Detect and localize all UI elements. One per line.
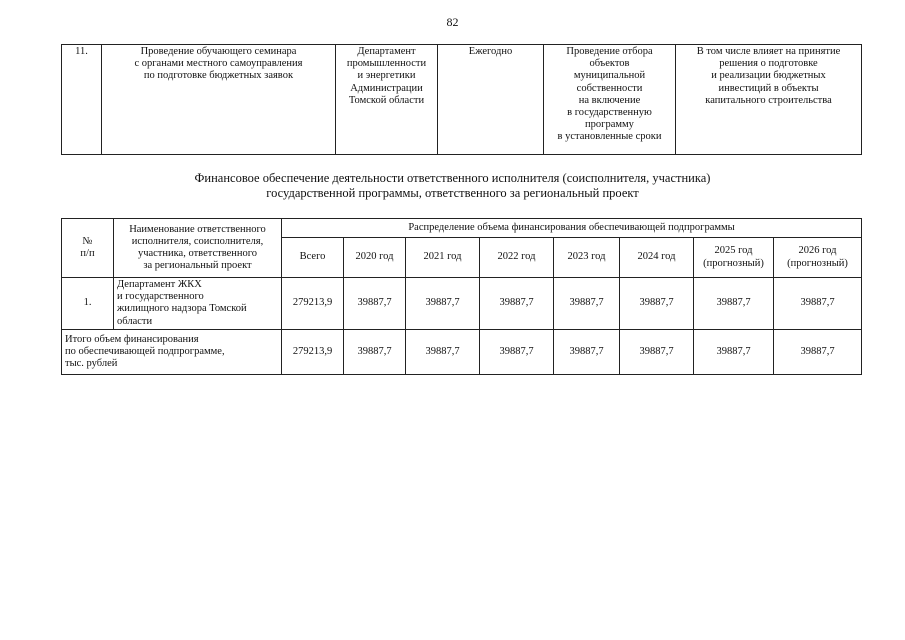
header-2020: 2020 год: [344, 238, 406, 278]
value-cell: 39887,7: [480, 329, 554, 374]
activity-table: [61, 44, 862, 155]
row-number: 1.: [62, 278, 114, 330]
activity-cell: Проведение обучающего семинара с органами местного самоуправления по подготовке бюджетных заявок: [102, 45, 336, 155]
header-number: № п/п: [62, 219, 114, 278]
page-number: 82: [446, 15, 459, 29]
header-row: [62, 219, 862, 238]
value-cell: 39887,7: [620, 329, 694, 374]
header-2022: 2022 год: [480, 238, 554, 278]
header-distribution: Распределение объема финансирования обеспечивающей подпрограммы: [282, 219, 862, 238]
row-name: Департамент ЖКХ и государственного жилищного надзора Томской области: [114, 278, 282, 330]
value-cell: 39887,7: [344, 329, 406, 374]
header-2021: 2021 год: [406, 238, 480, 278]
header-2025: 2025 год (прогнозный): [694, 238, 774, 278]
effect-cell: В том числе влияет на принятие решения о подготовке и реализации бюджетных инвестиций в объекты капитального строительства: [676, 45, 862, 155]
value-cell: 279213,9: [282, 329, 344, 374]
value-cell: 39887,7: [480, 278, 554, 330]
value-cell: 39887,7: [774, 278, 862, 330]
total-label: Итого объем финансирования по обеспечивающей подпрограмме, тыс. рублей: [62, 329, 282, 374]
table-row: [62, 278, 862, 330]
value-cell: 39887,7: [694, 329, 774, 374]
value-cell: 39887,7: [554, 329, 620, 374]
value-cell: 39887,7: [344, 278, 406, 330]
result-cell: Проведение отбора объектов муниципальной собственности на включение в государственную программу в установленные сроки: [544, 45, 676, 155]
value-cell: 39887,7: [694, 278, 774, 330]
header-total: Всего: [282, 238, 344, 278]
finance-table: [61, 218, 862, 375]
value-cell: 39887,7: [620, 278, 694, 330]
value-cell: 39887,7: [554, 278, 620, 330]
value-cell: 39887,7: [406, 278, 480, 330]
value-cell: 39887,7: [406, 329, 480, 374]
row-number: 11.: [62, 45, 102, 155]
section-title: Финансовое обеспечение деятельности ответственного исполнителя (соисполнителя, участника) государственной программы, ответственного за региональный проект: [194, 171, 711, 200]
header-name: Наименование ответственного исполнителя, соисполнителя, участника, ответственного за региональный проект: [114, 219, 282, 278]
value-cell: 39887,7: [774, 329, 862, 374]
total-row: [62, 329, 862, 374]
header-2026: 2026 год (прогнозный): [774, 238, 862, 278]
period-cell: Ежегодно: [438, 45, 544, 155]
header-2023: 2023 год: [554, 238, 620, 278]
table-row: [62, 45, 862, 155]
header-2024: 2024 год: [620, 238, 694, 278]
value-cell: 279213,9: [282, 278, 344, 330]
responsible-cell: Департамент промышленности и энергетики Администрации Томской области: [336, 45, 438, 155]
